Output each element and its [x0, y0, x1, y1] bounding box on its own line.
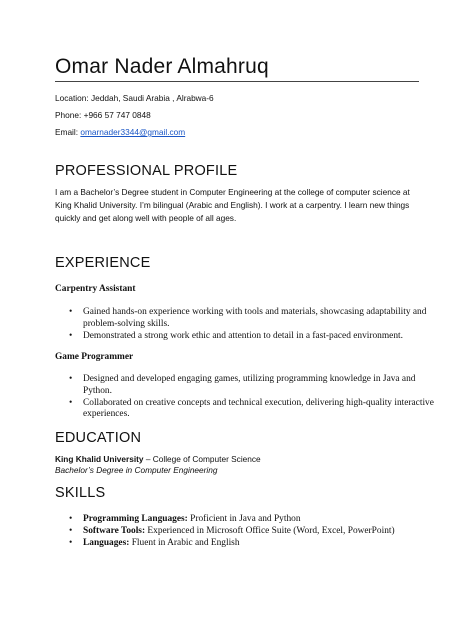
contact-location: Location: Jeddah, Saudi Arabia , Alrabwa-6 [55, 93, 214, 103]
skills-list [55, 514, 443, 550]
job-bullets [55, 374, 443, 421]
email-link[interactable]: omarnader3344@gmail.com [80, 127, 186, 137]
contact-email-label: Email: [55, 127, 81, 137]
job-bullets [55, 307, 443, 343]
skills-heading: SKILLS [55, 485, 106, 501]
skill-label: Software Tools: [83, 526, 146, 537]
profile-text: I am a Bachelor’s Degree student in Computer Engineering at the college of computer science at King Khalid University. I’m bilingual (Arabic and English). I work at a carpentry. I learn new things quickly and get along well with people of all ages. [55, 187, 410, 223]
school-name: King Khalid University [55, 454, 144, 464]
list-item: • Collaborated on creative concepts and technical execution, delivering high-quality interactive experiences. [83, 398, 443, 421]
list-item [83, 538, 443, 550]
contact-email [55, 127, 185, 137]
skill-label: Programming Languages: [83, 514, 188, 524]
list-item [83, 526, 443, 538]
skill-label: Languages: [83, 538, 130, 549]
education-heading: EDUCATION [55, 430, 142, 446]
list-item: • Designed and developed engaging games, utilizing programming knowledge in Java and Python. [83, 374, 443, 397]
job-title: Carpentry Assistant [55, 284, 136, 294]
profile-heading: PROFESSIONAL PROFILE [55, 163, 238, 179]
contact-phone: Phone: +966 57 747 0848 [55, 110, 151, 120]
list-item: • Demonstrated a strong work ethic and attention to detail in a fast-paced environment. [83, 331, 443, 343]
name-divider [55, 81, 419, 82]
skill-value: Experienced in Microsoft Office Suite (Word, Excel, PowerPoint) [145, 526, 395, 537]
education-degree: Bachelor’s Degree in Computer Engineering [55, 465, 218, 475]
school-college: – College of Computer Science [143, 454, 261, 464]
experience-heading: EXPERIENCE [55, 255, 151, 271]
education-school [55, 454, 261, 464]
list-item [83, 514, 443, 526]
skill-value: Proficient in Java and Python [187, 514, 301, 524]
list-item: • Gained hands-on experience working with tools and materials, showcasing adaptability and problem-solving skills. [83, 307, 443, 330]
skill-value: Fluent in Arabic and English [129, 538, 240, 549]
candidate-name: Omar Nader Almahruq [55, 55, 269, 78]
job-title: Game Programmer [55, 352, 134, 362]
